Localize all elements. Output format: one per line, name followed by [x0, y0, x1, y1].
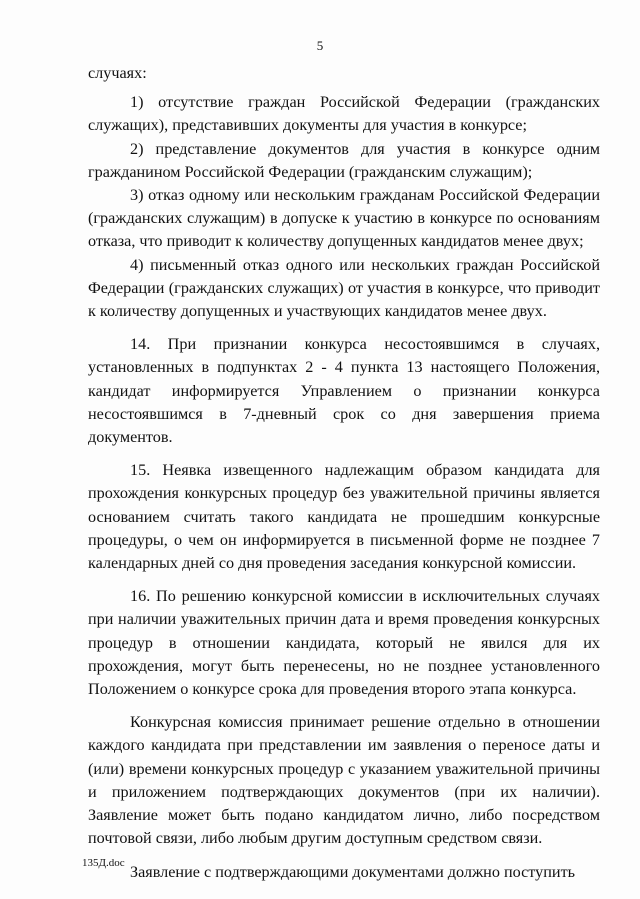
- paragraph-continuation: случаях:: [88, 64, 147, 82]
- list-item-4: 4) письменный отказ одного или нескольких граждан Российской Федерации (гражданских служащих) от участия в конкурсе, что приводит к количеству допущенных и участвующих кандидатов менее двух.: [88, 255, 600, 321]
- paragraph-commission-decision: Конкурсная комиссия принимает решение отдельно в отношении каждого кандидата при представлении им заявления о переносе даты и (или) времени конкурсных процедур с указанием уважительной причины и приложением подтверждающих документов (при их наличии). Заявление может быть подано кандидатом лично, либо посредством почтовой связи, либо любым другим доступным средством связи.: [88, 713, 600, 848]
- list-item-1: 1) отсутствие граждан Российской Федерации (гражданских служащих), представивших документы для участия в конкурсе;: [88, 93, 600, 135]
- page-number: 5: [316, 38, 324, 53]
- paragraph-15: 15. Неявка извещенного надлежащим образом кандидата для прохождения конкурсных процедур без уважительной причины является основанием считать такого кандидата не прошедшим конкурсные процедуры, о чем он информируется в письменной форме не позднее 7 календарных дней со дня проведения заседания конкурсной комиссии.: [88, 461, 600, 573]
- paragraph-application-submission: Заявление с подтверждающими документами должно поступить: [130, 862, 576, 881]
- footer-filename: 135Д.doc: [82, 857, 125, 869]
- document-body: [88, 62, 600, 884]
- list-item-2: 2) представление документов для участия в конкурсе одним гражданином Российской Федерации (гражданским служащим);: [88, 139, 600, 181]
- paragraph-14: 14. При признании конкурса несостоявшимся в случаях, установленных в подпунктах 2 - 4 пункта 13 настоящего Положения, кандидат информируется Управлением о признании конкурса несостоявшимся в 7-дневный срок со дня завершения приема документов.: [88, 335, 600, 447]
- paragraph-16: 16. По решению конкурсной комиссии в исключительных случаях при наличии уважительных причин дата и время проведения конкурсных процедур в отношении кандидата, который не явился для их прохождения, могут быть перенесены, но не позднее установленного Положением о конкурсе срока для проведения второго этапа конкурса.: [88, 587, 600, 699]
- list-item-3: 3) отказ одному или нескольким гражданам Российской Федерации (гражданских служащим) в допуске к участию в конкурсе по основаниям отказа, что приводит к количеству допущенных кандидатов менее двух;: [88, 186, 600, 251]
